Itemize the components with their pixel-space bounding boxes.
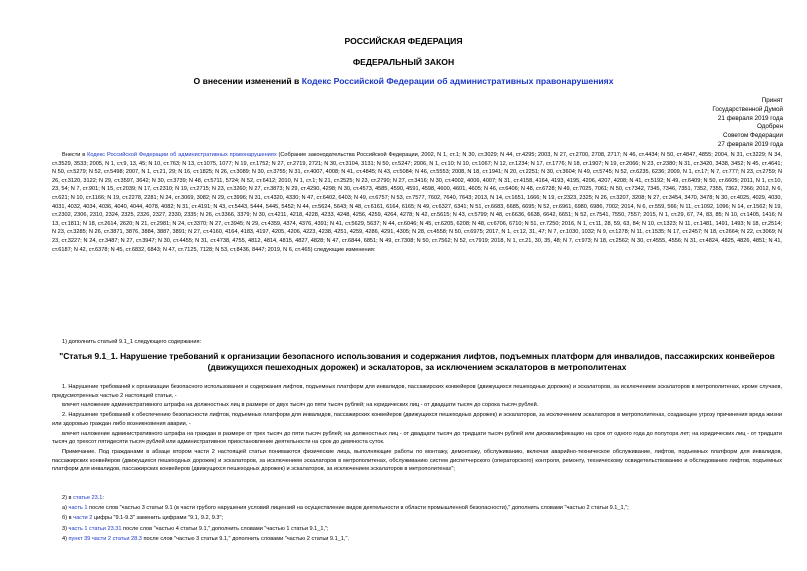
code-link-intro[interactable]: Кодекс Российской Федерации об административных правонарушениях [87,152,277,158]
item-4-prefix: 4) [62,535,69,542]
item-2-suffix: : [102,495,104,501]
article-part-1-penalty: влечет наложение административного штрафа на должностных лиц в размере от двух тысяч до пяти тысяч рублей; на юридических лиц - от двадцати тысяч до сорока тысяч рублей. [62,402,539,409]
intro-prefix: Внести в [62,152,88,158]
article-23-1-link[interactable]: статье 23.1 [73,495,103,501]
article-28-3-link[interactable]: пункт 39 части 2 статьи 28.3 [68,535,142,542]
article-part-2-penalty: влечет наложение административного штрафа на граждан в размере от трех тысяч до пяти тысяч рублей; на должностных лиц - от двадцати тысяч до тридцати тысяч рублей или дисквалификацию на срок от одного года до полутора лет; на юридических лиц - от тридцати тысяч до трехсот пятидесяти тысяч рублей или административное приостановление деятельности на срок до девяноста суток. [52,430,782,446]
item-4-text: после слов "частью 3 статьи 9.1," дополнить словами "частью 2 статьи 9.1_1,". [141,535,350,542]
item-2a-text: после слов "частью 3 статьи 9.1 (в части грубого нарушения условий лицензий на осуществление видов деятельности в области промышленной безопасности)," дополнить словами "частью 2 статьи 9.1_1,"; [87,505,629,512]
intro-paragraph [52,151,782,254]
item-3 [52,525,782,534]
law-type-heading: ФЕДЕРАЛЬНЫЙ ЗАКОН [352,57,455,67]
article-note: Примечание. Под гражданами в абзаце втором части 2 настоящей статьи понимаются физические лица, выполняющие работы по монтажу, демонтажу, обслуживанию, включая аварийно-техническое обслуживание, лифтов, подъемных платформ для инвалидов, пассажирских конвейеров (движущихся пешеходных дорожек) и эскалаторов, за исключением эскалаторов в метрополитенах, обслуживанию систем диспетчерского (операторского) контроля, ремонту, техническому освидетельствованию и обследованию лифтов, подъемных платформ для инвалидов, пассажирских конвейеров (движущихся пешеходных дорожек) и эскалаторов, за исключением эскалаторов в метрополитенах"; [52,448,782,473]
item-3-text: после слов "частью 4 статьи 9.1," дополнить словами "частью 1 статьи 9.1_1,"; [121,525,329,532]
amendments-list [52,494,782,545]
adoption-info [712,97,783,150]
article-part-1: 1. Нарушение требований к организации безопасного использования и содержания лифтов, подъемных платформ для инвалидов, пассажирских конвейеров (движущихся пешеходных дорожек) и эскалаторов, за исключением эскалаторов в метрополитенах, кроме случаев, предусмотренных частью 2 настоящей статьи, - [52,384,782,399]
accepted-body: Государственной Думой [712,105,783,113]
item-2a [52,504,782,513]
item-2b [52,514,782,523]
federation-heading: РОССИЙСКАЯ ФЕДЕРАЦИЯ [344,36,463,46]
approved-date: 27 февраля 2019 года [717,140,783,148]
law-title [0,76,807,86]
item-2a-prefix: а) [62,505,69,512]
code-link-title[interactable]: Кодекс Российской Федерации об административных правонарушениях [301,76,614,86]
part-2-link[interactable]: части 2 [73,515,93,522]
accepted-date: 21 февраля 2019 года [717,114,783,122]
article-23-31-link[interactable]: часть 1 статьи 23.31 [68,525,122,532]
item-3-prefix: 3) [62,525,69,532]
intro-refs: (Собрание законодательства Российской Федерации, 2002, N 1, ст.1; N 30, ст.3029; N 44, ст.4295; 2003, N 27, ст.2700, 2708, 2717; N 46, ст.4434; N 50, ст.4847, 4855; 2004, N 31, ст.3229; N 34, ст.3529, 3533; 2005, N 1, ст.9, 13, 45; N 10, ст.763; N 13, ст.1075, 1077; N 19, ст.1752; N 27, ст.2719, 2721; N 30, ст.3104, 3131; N 50, ст.5247; 2006, N 1, ст.10; N 10, ст.1067; N 12, ст.1234; N 17, ст.1776; N 18, ст.1907; N 19, ст.2066; N 23, ст.2380; N 31, ст.3420, 3438, 3452; N 45, ст.4641; N 50, ст.5279; N 52, ст.5498; 2007, N 1, ст.21, 29; N 16, ст.1825; N 26, ст.3089; N 30, ст.3755; N 31, ст.4007, 4008; N 41, ст.4845; N 43, ст.5084; N 46, ст.5553; 2008, N 18, ст.1941; N 20, ст.2251; N 30, ст.3604; N 49, ст.5745; N 52, ст.6235, 6236; 2009, N 1, ст.17; N 7, ст.777; N 23, ст.2759; N 26, ст.3120, 3122; N 29, ст.3597, 3642; N 30, ст.3739; N 48, ст.5711, 5724; N 52, ст.6412; 2010, N 1, ст.1; N 21, ст.2525; N 23, ст.2790; N 27, ст.3416; N 30, ст.4002, 4006, 4007; N 31, ст.4158, 4164, 4193, 4195, 4206, 4207, 4208; N 41, ст.5192; N 49, ст.6409; N 50, ст.6605; 2011, N 1, ст.10, 23, 54; N 7, ст.901; N 15, ст.2039; N 17, ст.2310; N 19, ст.2715; N 23, ст.3260; N 27, ст.3873; N 29, ст.4290, 4298; N 30, ст.4573, 4585, 4590, 4591, 4598, 4600, 4601, 4605; N 46, ст.6406; N 48, ст.6728; N 49, ст.7025, 7061; N 50, ст.7342, 7345, 7346, 7351, 7352, 7355, 7362, 7366; 2012, N 6, ст.621; N 10, ст.1166; N 19, ст.2278, 2281; N 24, ст.3069, 3082; N 29, ст.3996; N 31, ст.4320, 4330; N 47, ст.6402, 6403; N 49, ст.6757; N 53, ст.7577, 7602, 7640, 7643; 2013, N 14, ст.1651, 1666; N 19, ст.2323, 2325; N 26, ст.3207, 3208; N 27, ст.3454, 3470, 3478; N 30, ст.4025, 4029, 4030, 4031, 4032, 4034, 4036, 4040, 4044, 4078, 4082; N 31, ст.4191; N 43, ст.5443, 5444, 5445, 5452; N 44, ст.5624, 5643; N 48, ст.6161, 6164, 6165; N 49, ст.6327, 6341; N 51, ст.6683, 6685, 6695; N 52, ст.6961, 6980, 6986, 7002; 2014, N 6, ст.559, 566; N 11, ст.1092, 1096; N 14, ст.1562; N 19, ст.2302, 2306, 2310, 2324, 2325, 2326, 2327, 2330, 2335; N 26, ст.3366, 3379; N 30, ст.4211, 4218, 4228, 4233, 4248, 4256, 4259, 4264, 4278; N 42, ст.5615; N 43, ст.5799; N 48, ст.6636, 6638, 6642, 6651; N 52, ст.7541, 7550, 7557; 2015, N 1, ст.29, 67, 74, 83, 85; N 10, ст.1405, 1416; N 13, ст.1811; N 18, ст.2614, 2620; N 21, ст.2981; N 24, ст.3370; N 27, ст.3945; N 29, ст.4359, 4374, 4376, 4391; N 41, ст.5629, 5637; N 44, ст.6046; N 45, ст.6205, 6208; N 48, ст.6706, 6710; N 51, ст.7250; 2016, N 1, ст.11, 28, 59, 63, 84; N 10, ст.1323; N 11, ст.1481, 1491, 1493; N 18, ст.2514; N 23, ст.3285; N 26, ст.3871, 3876, 3884, 3887, 3891; N 27, ст.4160, 4164, 4183, 4197, 4205, 4206, 4223, 4238, 4251, 4259, 4286, 4291, 4305; N 28, ст.4558; N 50, ст.6975; 2017, N 1, ст.12, 31, 47; N 7, ст.1030, 1032; N 9, ст.1278; N 11, ст.1535; N 17, ст.2457; N 18, ст.2664; N 22, ст.3069; N 23, ст.3227; N 24, ст.3487; N 27, ст.3947; N 30, ст.4455; N 31, ст.4738, 4755, 4812, 4814, 4815, 4827, 4828; N 47, ст.6844, 6851; N 49, ст.7308; N 50, ст.7562; N 52, ст.7919; 2018, N 1, ст.21, 30, 35, 48; N 7, ст.973; N 18, ст.2562; N 30, ст.4555, 4556; N 31, ст.4824, 4825, 4826, 4851; N 41, ст.6187; N 42, ст.6378; N 45, ст.6832, 6843; N 47, ст.7125, 7128; N 53, ст.8436, 8447; 2019, N 6, ст.465) следующие изменения: [52,152,783,253]
accepted-label: Принят [761,97,783,104]
item-4 [52,535,782,544]
part-1-link[interactable]: часть 1 [68,505,88,512]
item-2b-text: цифры "9.1-9.3" заменить цифрами "9.1, 9.2, 9.3"; [92,515,224,522]
item-2b-prefix: б) в [62,515,74,522]
article-title: "Статья 9.1_1. Нарушение требований к организации безопасного использования и содержания лифтов, подъемных платформ для инвалидов, пассажирских конвейеров (движущихся пешеходных дорожек) и эскалаторов, за исключением эскалаторов в метрополитенах [59,351,775,372]
approved-label: Одобрен [756,123,783,131]
item-1: 1) дополнить статьей 9.1_1 следующего содержания: [62,339,202,345]
article-part-2: 2. Нарушение требований к обеспечению безопасности лифтов, подъемных платформ для инвалидов, пассажирских конвейеров (движущихся пешеходных дорожек) и эскалаторов, за исключением эскалаторов в метрополитенах, создающее угрозу причинения вреда жизни или здоровью граждан либо возникновения аварии, - [52,412,782,427]
law-title-prefix: О внесении изменений в [193,76,302,86]
item-2-prefix: 2) в [62,495,74,501]
approved-body: Советом Федерации [723,132,783,140]
item-2 [52,494,782,503]
article-body [52,383,782,475]
